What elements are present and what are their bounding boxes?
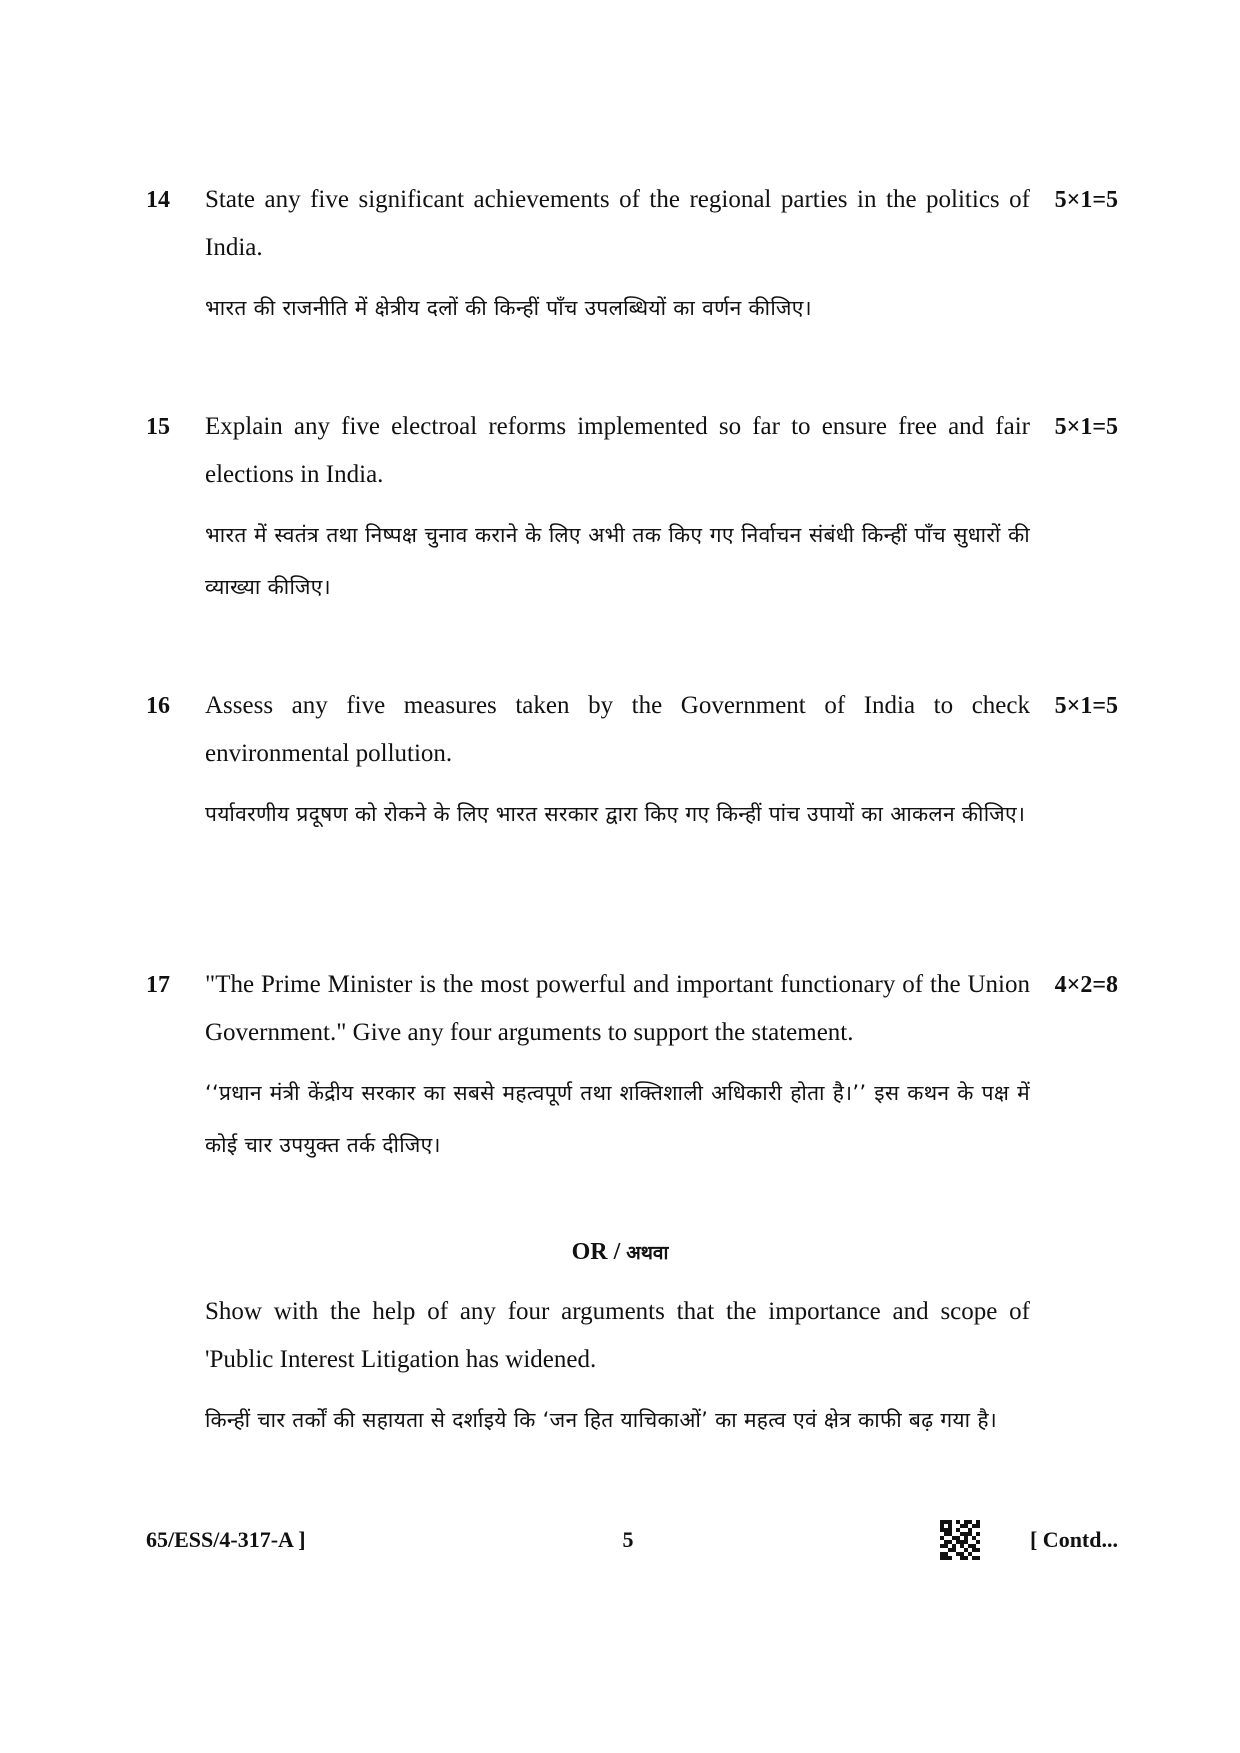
- marks-label: 4×2=8: [1054, 972, 1118, 998]
- marks-label: 5×1=5: [1054, 187, 1118, 213]
- or-label-hindi: अथवा: [626, 1242, 669, 1264]
- question-text-hindi: पर्यावरणीय प्रदूषण को रोकने के लिए भारत सरकार द्वारा किए गए किन्हीं पांच उपायों का आकलन कीजिए।: [205, 802, 1026, 826]
- question-number: 16: [146, 693, 170, 719]
- question-body: [205, 682, 1030, 840]
- alt-question-text-english: Show with the help of any four arguments that the importance and scope of 'Public Interest Litigation has widened.: [205, 1298, 1030, 1373]
- alt-question-text-hindi: किन्हीं चार तर्कों की सहायता से दर्शाइये कि ‘जन हित याचिकाओं’ का महत्व एवं क्षेत्र काफी बढ़ गया है।: [205, 1408, 998, 1432]
- page-footer: [0, 1518, 1240, 1562]
- question-number: 17: [146, 972, 170, 998]
- continued-label: [ Contd...: [1029, 1527, 1118, 1552]
- question-text-hindi: ‘‘प्रधान मंत्री केंद्रीय सरकार का सबसे महत्वपूर्ण तथा शक्तिशाली अधिकारी होता है।’’ इस कथन के पक्ष में कोई चार उपयुक्त तर्क दीजिए।: [205, 1081, 1030, 1157]
- marks-label: 5×1=5: [1054, 414, 1118, 440]
- qr-code-icon: [940, 1520, 980, 1560]
- question-body: [205, 961, 1030, 1171]
- question-text-english: Assess any five measures taken by the Government of India to check environmental pollution.: [205, 692, 1030, 767]
- or-separator: [0, 1232, 1240, 1273]
- question-number: 14: [146, 187, 170, 213]
- question-body: [205, 1288, 1030, 1446]
- marks-label: 5×1=5: [1054, 693, 1118, 719]
- question-text-english: Explain any five electroal reforms implemented so far to ensure free and fair elections in India.: [205, 413, 1030, 488]
- page-number: 5: [622, 1527, 634, 1552]
- paper-code: 65/ESS/4-317-A ]: [146, 1527, 306, 1552]
- question-body: [205, 176, 1030, 334]
- question-body: [205, 403, 1030, 613]
- question-text-english: "The Prime Minister is the most powerful and important functionary of the Union Government." Give any four arguments to support the statement.: [205, 971, 1030, 1046]
- or-slash: /: [613, 1239, 621, 1265]
- or-label-english: OR: [571, 1239, 608, 1265]
- question-text-hindi: भारत में स्वतंत्र तथा निष्पक्ष चुनाव कराने के लिए अभी तक किए गए निर्वाचन संबंधी किन्हीं पाँच सुधारों की व्याख्या कीजिए।: [205, 523, 1030, 599]
- question-number: 15: [146, 414, 170, 440]
- question-text-hindi: भारत की राजनीति में क्षेत्रीय दलों की किन्हीं पाँच उपलब्धियों का वर्णन कीजिए।: [205, 296, 812, 320]
- question-text-english: State any five significant achievements of the regional parties in the politics of India.: [205, 186, 1030, 261]
